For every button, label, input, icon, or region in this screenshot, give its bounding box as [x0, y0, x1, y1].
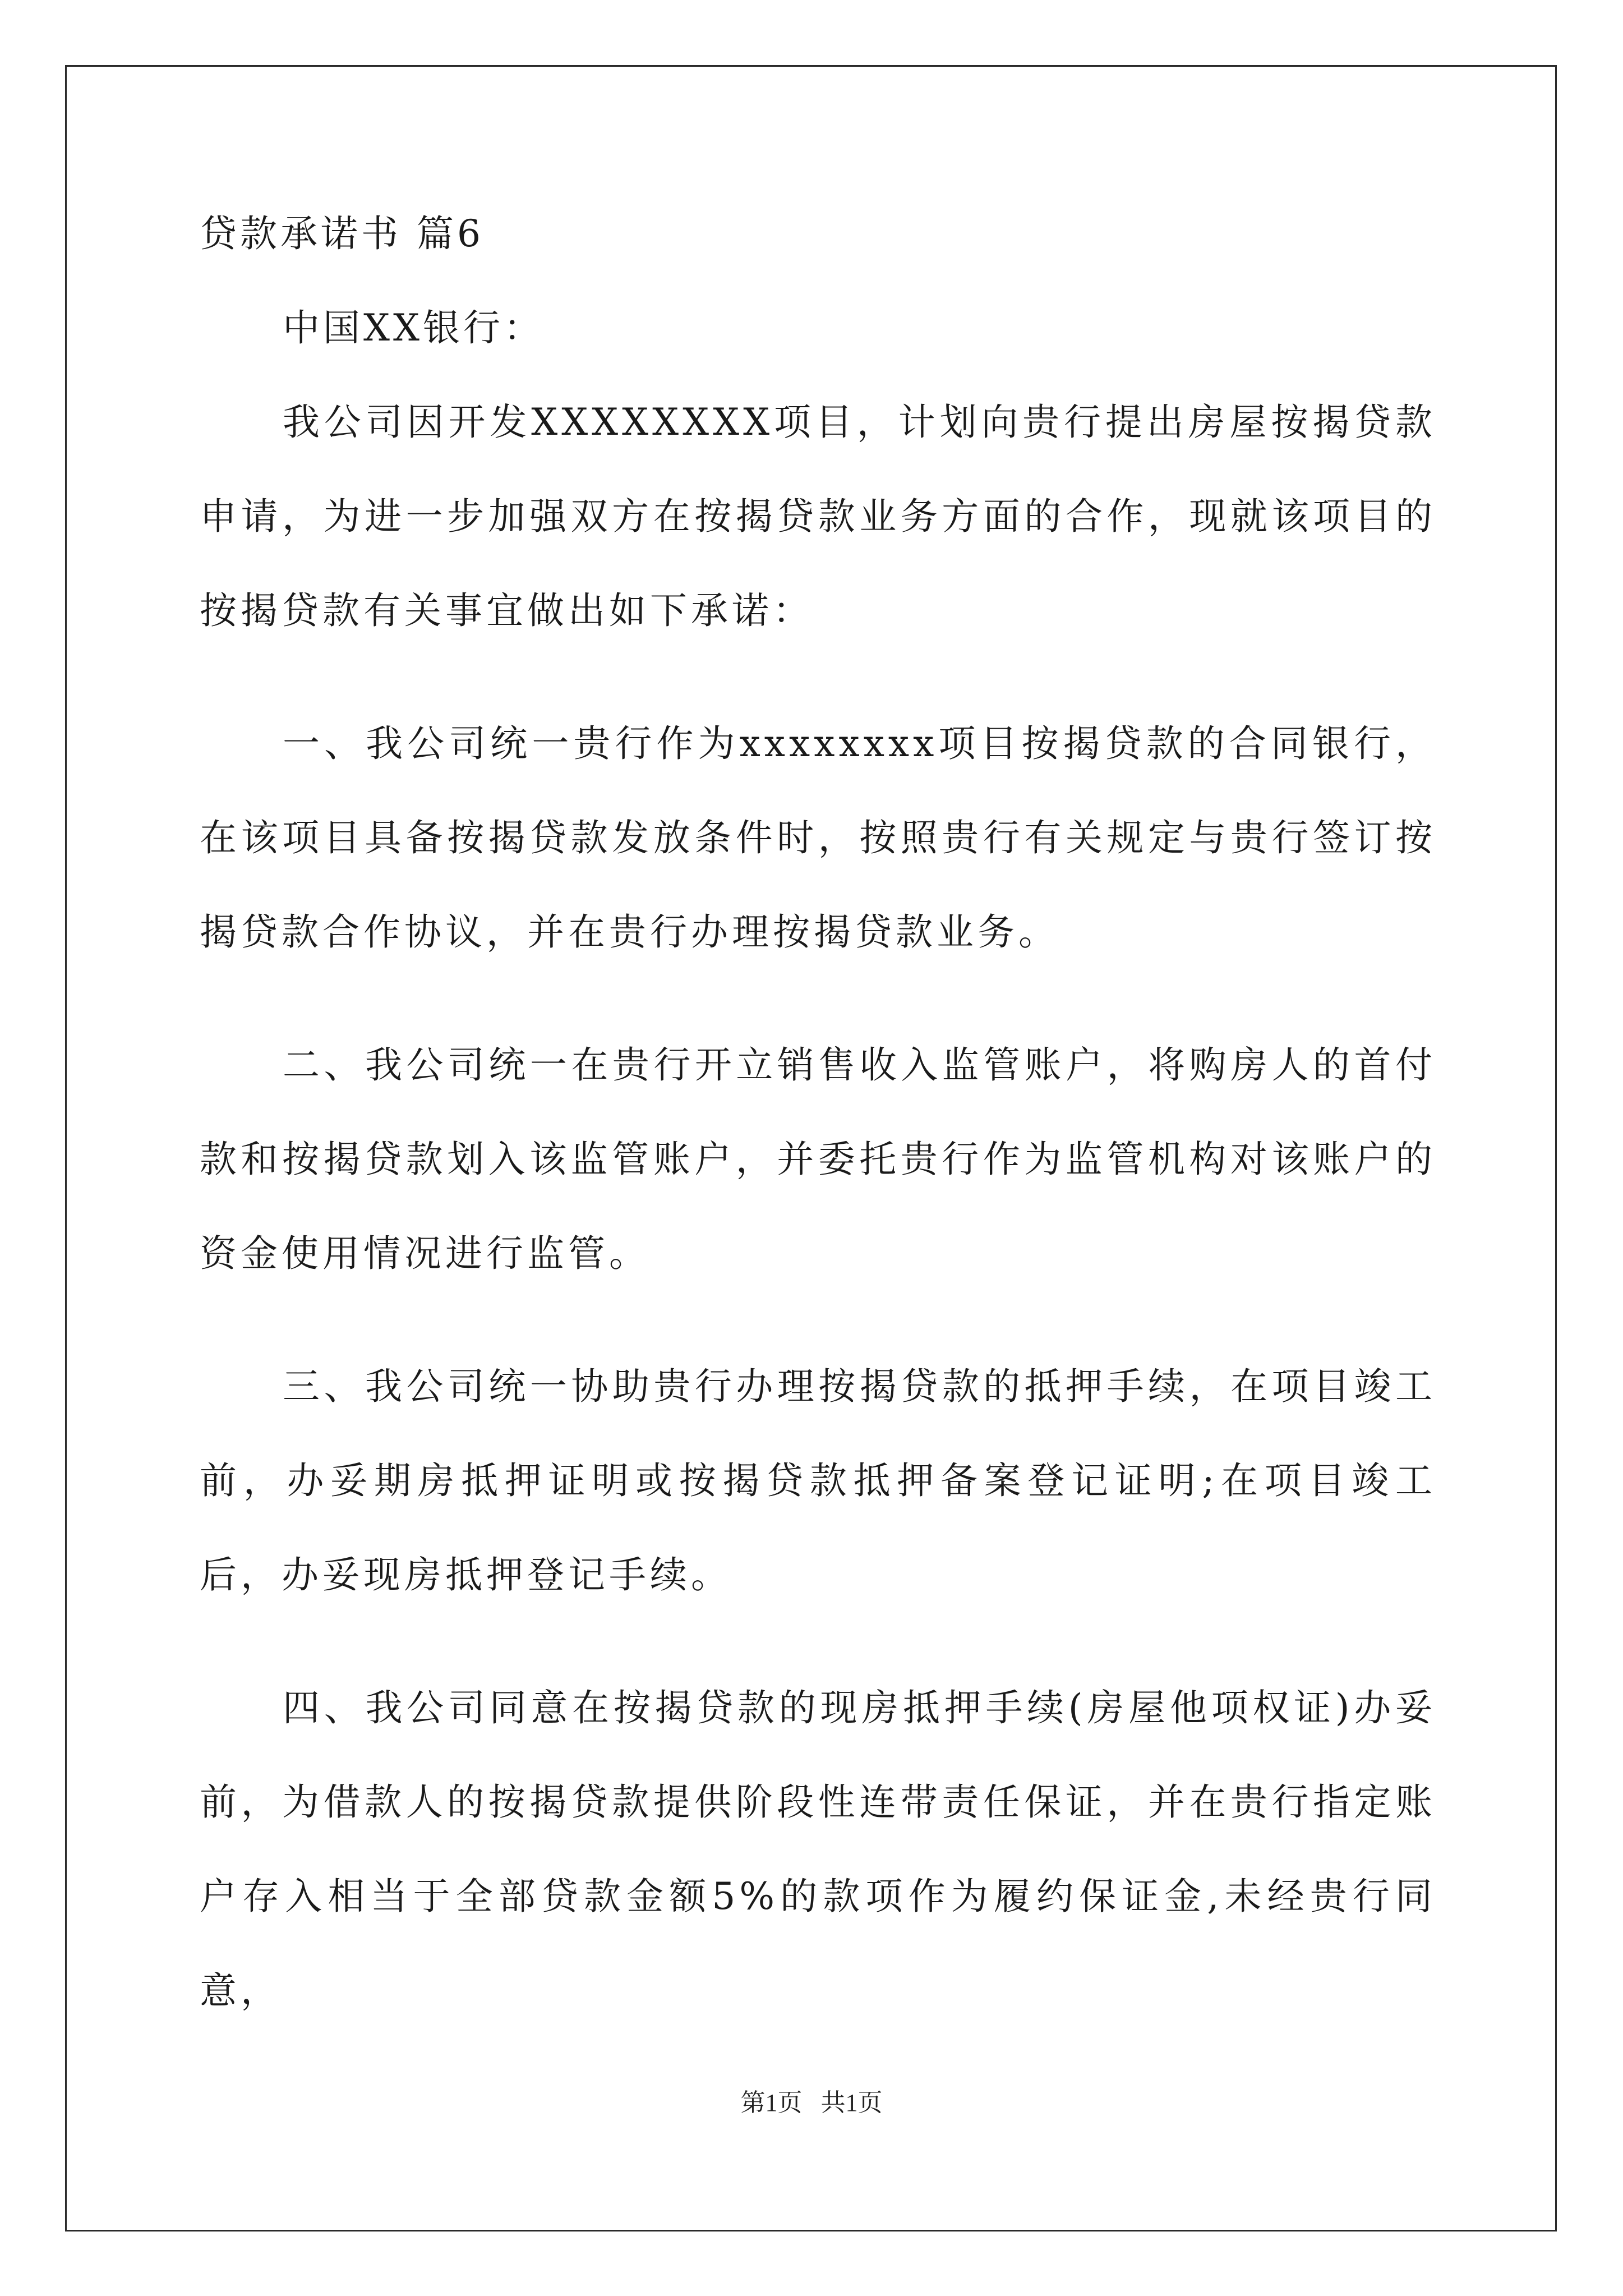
document-title: 贷款承诺书 篇6 [200, 212, 484, 255]
paragraph-clause-4: 四、我公司同意在按揭贷款的现房抵押手续(房屋他项权证)办妥前，为借款人的按揭贷款提供阶段性连带责任保证，并在贵行指定账户存入相当于全部贷款金额5%的款项作为履约保证金,未经贵行同意， [200, 1686, 1436, 2012]
salutation: 中国XX银行： [283, 306, 544, 349]
paragraph-clause-1: 一、我公司统一贵行作为xxxxxxxx项目按揭贷款的合同银行，在该项目具备按揭贷款发放条件时，按照贵行有关规定与贵行签订按揭贷款合作协议，并在贵行办理按揭贷款业务。 [200, 722, 1436, 954]
paragraph-clause-2: 二、我公司统一在贵行开立销售收入监管账户，将购房人的首付款和按揭贷款划入该监管账户，并委托贵行作为监管机构对该账户的资金使用情况进行监管。 [200, 1043, 1436, 1275]
paragraph-intro: 我公司因开发XXXXXXXX项目，计划向贵行提出房屋按揭贷款申请，为进一步加强双方在按揭贷款业务方面的合作，现就该项目的按揭贷款有关事宜做出如下承诺： [200, 401, 1436, 632]
page-footer: 第1页 共1页 [740, 2089, 883, 2116]
document-body [200, 213, 1436, 2103]
paragraph-clause-3: 三、我公司统一协助贵行办理按揭贷款的抵押手续，在项目竣工前，办妥期房抵押证明或按揭贷款抵押备案登记证明;在项目竣工后，办妥现房抵押登记手续。 [200, 1365, 1436, 1596]
